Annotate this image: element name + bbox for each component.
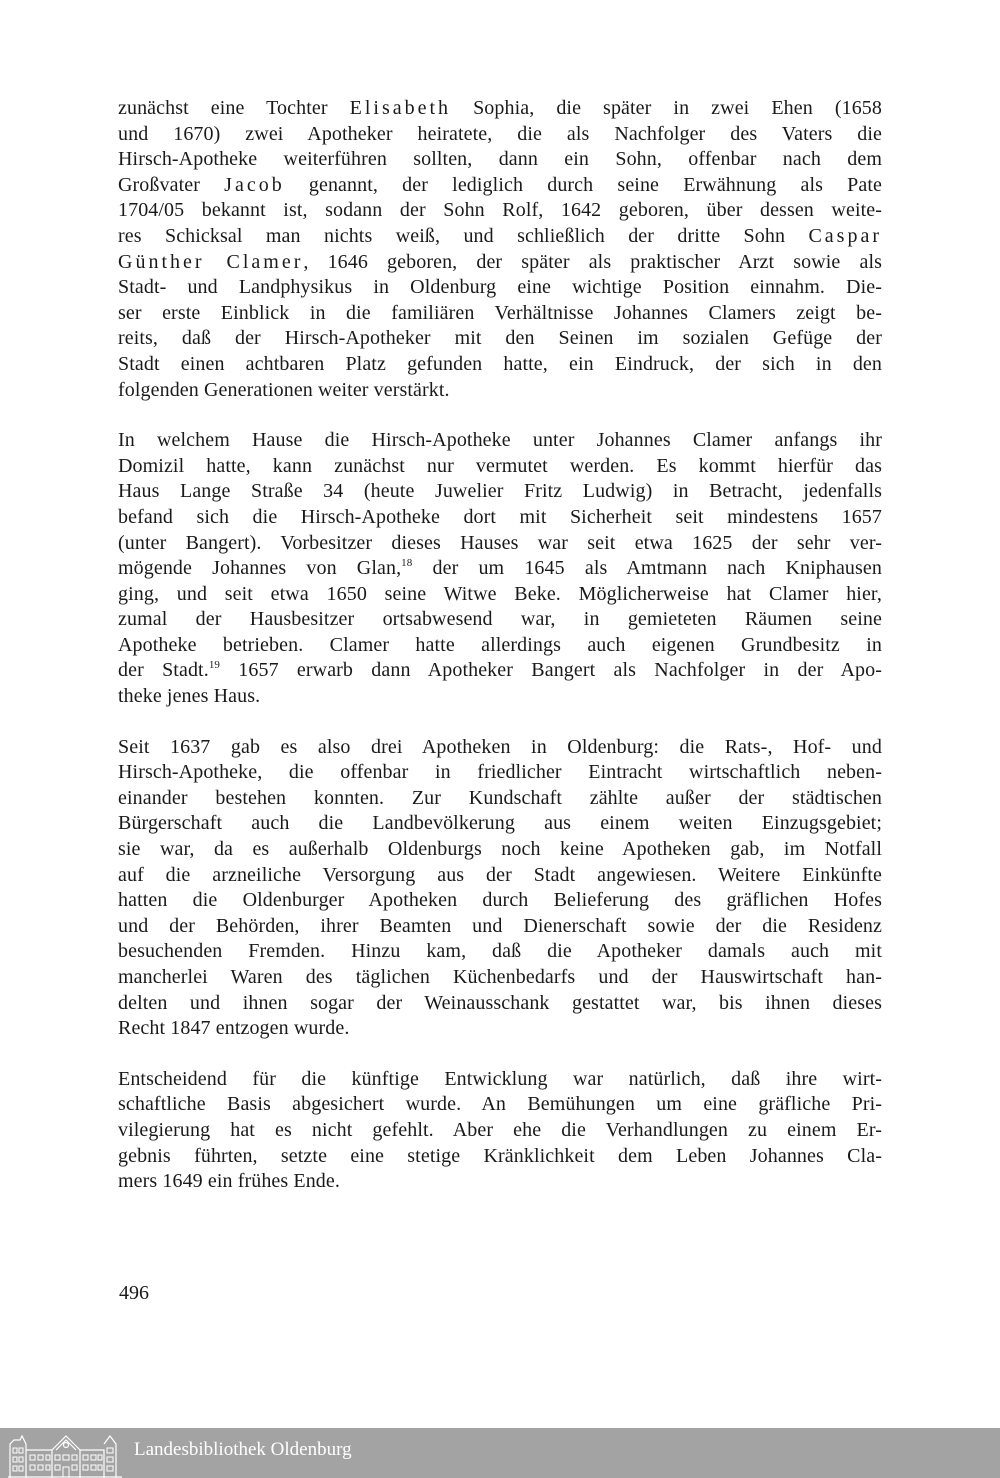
text-line: schaftliche Basis abgesichert wurde. An Bemühungen um eine gräfliche Pri-	[118, 1093, 882, 1116]
text-line: mögende Johannes von Glan,$^{18}$ der um 1645 als Amtmann nach Kniphausen	[118, 557, 882, 580]
text-line: einander bestehen konnten. Zur Kundschaft zählte außer der städtischen	[118, 786, 882, 809]
text-line: mancherlei Waren des täglichen Küchenbedarfs und der Hauswirtschaft han-	[118, 966, 882, 988]
text-line: Hirsch-Apotheke weiterführen sollten, dann ein Sohn, offenbar nach dem	[118, 148, 882, 171]
paragraph	[118, 1067, 882, 1195]
page-body	[118, 96, 882, 1220]
text-line: zumal der Hausbesitzer ortsabwesend war, in gemieteten Räumen seine	[118, 608, 882, 631]
paragraph	[118, 735, 882, 1042]
page-number: 496	[119, 1282, 149, 1304]
text-line: Bürgerschaft auch die Landbevölkerung aus einem weiten Einzugsgebiet;	[118, 812, 882, 835]
text-line: theke jenes Haus.	[118, 685, 261, 708]
text-line: der Stadt.$^{19}$ 1657 erwarb dann Apotheker Bangert als Nachfolger in der Apo-	[118, 659, 882, 682]
text-line: Großvater Jacob genannt, der lediglich durch seine Erwähnung als Pate	[118, 173, 882, 196]
spaced-name: Elisabeth	[349, 97, 452, 119]
text-line: Domizil hatte, kann zunächst nur vermutet werden. Es kommt hierfür das	[118, 454, 882, 477]
footer-bar	[0, 1428, 1000, 1478]
footnote-reference[interactable]: 19	[208, 659, 221, 672]
text-line: reits, daß der Hirsch-Apotheker mit den Seinen im sozialen Gefüge der	[118, 327, 882, 350]
text-line: Seit 1637 gab es also drei Apotheken in Oldenburg: die Rats-, Hof- und	[118, 735, 882, 758]
text-line: besuchenden Fremden. Hinzu kam, daß die Apotheker damals auch mit	[118, 940, 882, 963]
text-line: Stadt einen achtbaren Platz gefunden hatte, ein Eindruck, der sich in den	[118, 352, 882, 375]
text-line: Stadt- und Landphysikus in Oldenburg eine wichtige Position einnahm. Die-	[118, 276, 882, 299]
text-line: ging, und seit etwa 1650 seine Witwe Beke. Möglicherweise hat Clamer hier,	[118, 582, 882, 605]
text-line: (unter Bangert). Vorbesitzer dieses Hauses war seit etwa 1625 der sehr ver-	[118, 531, 882, 554]
text-line: Recht 1847 entzogen wurde.	[118, 1017, 350, 1040]
text-line: res Schicksal man nichts weiß, und schließlich der dritte Sohn Caspar	[118, 224, 882, 247]
text-line: hatten die Oldenburger Apotheken durch Belieferung des gräflichen Hofes	[118, 889, 882, 912]
text-line: Günther Clamer, 1646 geboren, der später als praktischer Arzt sowie als	[118, 250, 883, 273]
text-line: delten und ihnen sogar der Weinausschank gestattet war, bis ihnen dieses	[118, 991, 882, 1014]
text-line: Apotheke betrieben. Clamer hatte allerdings auch eigenen Grundbesitz in	[118, 633, 882, 656]
text-line: befand sich die Hirsch-Apotheke dort mit Sicherheit seit mindestens 1657	[118, 505, 882, 528]
footnote-reference[interactable]: 18	[401, 557, 413, 570]
text-line: sie war, da es außerhalb Oldenburgs noch keine Apotheken gab, im Notfall	[118, 838, 882, 861]
paragraph	[118, 428, 882, 710]
text-line: gebnis führten, setzte eine stetige Kränklichkeit dem Leben Johannes Cla-	[118, 1144, 882, 1167]
footer-institution-name: Landesbibliothek Oldenburg	[134, 1439, 352, 1460]
paragraph	[118, 96, 882, 403]
text-line: und 1670) zwei Apotheker heiratete, die als Nachfolger des Vaters die	[118, 122, 882, 145]
spaced-name: Jacob	[224, 173, 285, 196]
text-line: Entscheidend für die künftige Entwicklung war natürlich, daß ihre wirt-	[118, 1067, 882, 1090]
spaced-name: Caspar	[808, 224, 882, 247]
text-line: Haus Lange Straße 34 (heute Juwelier Fritz Ludwig) in Betracht, jedenfalls	[118, 480, 882, 503]
text-line: In welchem Hause die Hirsch-Apotheke unter Johannes Clamer anfangs ihr	[118, 429, 882, 452]
text-line: Hirsch-Apotheke, die offenbar in friedlicher Eintracht wirtschaftlich neben-	[118, 761, 882, 784]
text-line: auf die arzneiliche Versorgung aus der Stadt angewiesen. Weitere Einkünfte	[118, 863, 882, 886]
text-line: ser erste Einblick in die familiären Verhältnisse Johannes Clamers zeigt be-	[118, 301, 882, 324]
spaced-name: Günther Clamer	[118, 250, 304, 273]
text-line: und der Behörden, ihrer Beamten und Dienerschaft sowie der die Residenz	[118, 914, 882, 937]
text-line: zunächst eine Tochter Elisabeth Sophia, die später in zwei Ehen (1658	[118, 97, 882, 119]
text-line: 1704/05 bekannt ist, sodann der Sohn Rolf, 1642 geboren, über dessen weite-	[118, 199, 882, 222]
text-line: mers 1649 ein frühes Ende.	[118, 1170, 340, 1193]
library-building-icon	[6, 1430, 124, 1478]
text-line: folgenden Generationen weiter verstärkt.	[118, 378, 450, 401]
text-line: vilegierung hat es nicht gefehlt. Aber ehe die Verhandlungen zu einem Er-	[118, 1118, 882, 1141]
